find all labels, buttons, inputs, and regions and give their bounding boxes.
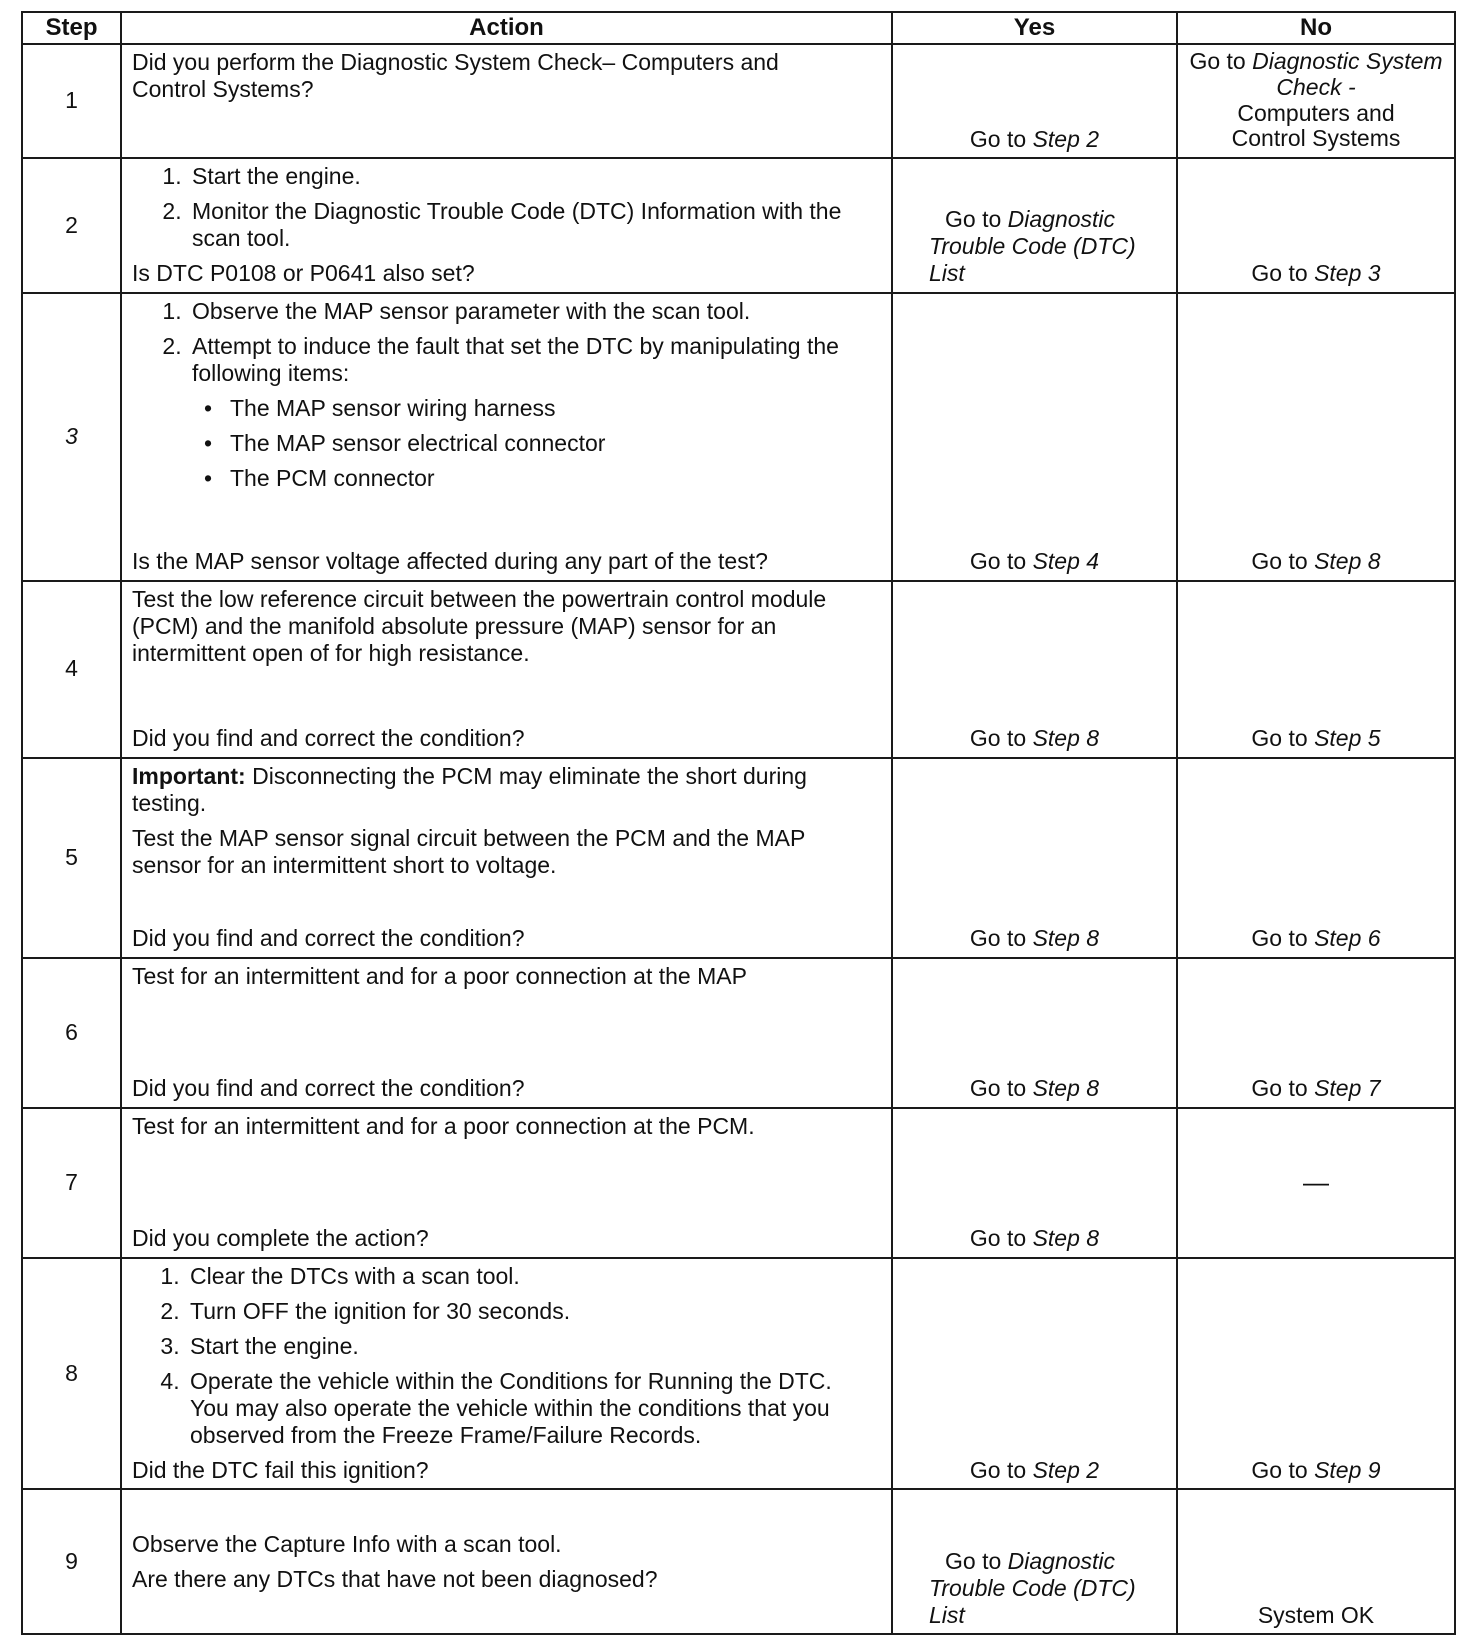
- list-item: 2. Turn OFF the ignition for 30 seconds.: [186, 1298, 881, 1325]
- no-prefix: Go to: [1251, 1075, 1315, 1102]
- yes-cell[interactable]: [892, 958, 1177, 1108]
- list-item: 1. Observe the MAP sensor parameter with the scan tool.: [188, 298, 881, 325]
- action-question: Did the DTC fail this ignition?: [132, 1457, 429, 1484]
- bullet-item: • The PCM connector: [226, 465, 881, 492]
- no-cell[interactable]: [1177, 158, 1455, 293]
- yes-cell[interactable]: [892, 44, 1177, 158]
- diagnostic-table: [21, 11, 1456, 1635]
- no-target-link[interactable]: Step 8: [1314, 548, 1381, 575]
- action-question: Did you complete the action?: [132, 1225, 429, 1252]
- action-cell: [121, 581, 892, 758]
- action-text: Test the MAP sensor signal circuit between the PCM and the MAP sensor for an intermittent short to voltage.: [132, 824, 805, 878]
- action-text: Observe the Capture Info with a scan tool.: [132, 1530, 562, 1557]
- no-dash: —: [1303, 1167, 1329, 1198]
- step-number: 8: [22, 1258, 121, 1490]
- no-target-link[interactable]: Diagnostic System Check -: [1252, 48, 1443, 100]
- step-number: 4: [22, 581, 121, 758]
- action-cell: [121, 758, 892, 958]
- yes-prefix: Go to: [969, 1225, 1033, 1252]
- yes-cell[interactable]: [892, 1258, 1177, 1490]
- yes-cell[interactable]: [892, 758, 1177, 958]
- yes-target-link[interactable]: Diagnostic Trouble Code (DTC) List: [929, 206, 1136, 287]
- step-number: 9: [22, 1489, 121, 1634]
- no-target-link[interactable]: Step 3: [1314, 260, 1381, 287]
- yes-cell[interactable]: [892, 581, 1177, 758]
- list-item: [188, 333, 881, 493]
- no-cell: [1177, 1108, 1455, 1258]
- no-cell[interactable]: [1177, 44, 1455, 158]
- action-question: Are there any DTCs that have not been diagnosed?: [132, 1565, 658, 1592]
- table-row-step-4: [22, 581, 1455, 758]
- action-cell: [121, 1489, 892, 1634]
- header-row: [22, 12, 1455, 44]
- yes-prefix: Go to: [969, 1457, 1033, 1484]
- step-number: 5: [22, 758, 121, 958]
- table-row-step-3: [22, 293, 1455, 581]
- action-question: Did you find and correct the condition?: [132, 725, 525, 752]
- no-target-link[interactable]: Step 9: [1314, 1457, 1381, 1484]
- yes-target-link[interactable]: Step 2: [1032, 125, 1100, 152]
- no-prefix: Go to: [1189, 48, 1253, 74]
- yes-prefix: Go to: [969, 1075, 1033, 1102]
- yes-target-link[interactable]: Step 8: [1032, 1075, 1100, 1102]
- table-row-step-5: [22, 758, 1455, 958]
- table-row-step-2: [22, 158, 1455, 293]
- yes-target-link[interactable]: Step 4: [1032, 548, 1100, 575]
- important-text: Disconnecting the PCM may eliminate the short during testing.: [132, 762, 807, 816]
- yes-cell[interactable]: [892, 158, 1177, 293]
- no-prefix: Go to: [1251, 260, 1315, 287]
- yes-prefix: Go to: [969, 725, 1033, 752]
- table-row-step-1: [22, 44, 1455, 158]
- action-question: Did you find and correct the condition?: [132, 925, 525, 952]
- action-cell: [121, 1258, 892, 1490]
- action-cell: [121, 1108, 892, 1258]
- no-prefix: Go to: [1251, 925, 1315, 952]
- action-text: Test the low reference circuit between the powertrain control module (PCM) and the manifold absolute pressure (MAP) sensor for an intermittent open of for high resistance.: [132, 585, 827, 666]
- bullet-item: • The MAP sensor electrical connector: [226, 430, 881, 457]
- no-plain-text: Computers and Control Systems: [1231, 99, 1401, 152]
- list-item: 4. Operate the vehicle within the Conditions for Running the DTC. You may also operate the vehicle within the conditions that you observed from the Freeze Frame/Failure Records.: [186, 1368, 840, 1449]
- no-cell[interactable]: [1177, 293, 1455, 581]
- yes-cell[interactable]: [892, 293, 1177, 581]
- action-steps-list: [132, 163, 881, 252]
- table-row-step-7: [22, 1108, 1455, 1258]
- no-cell[interactable]: [1177, 958, 1455, 1108]
- yes-target-link[interactable]: Step 8: [1032, 1225, 1100, 1252]
- important-label: Important:: [132, 762, 246, 789]
- action-cell: [121, 158, 892, 293]
- no-prefix: Go to: [1251, 1457, 1315, 1484]
- action-cell: [121, 44, 892, 158]
- action-question: Did you find and correct the condition?: [132, 1075, 525, 1102]
- action-steps-list: [132, 1263, 881, 1458]
- header-yes: Yes: [892, 12, 1177, 44]
- list-item: 3. Start the engine.: [186, 1333, 881, 1360]
- list-item: 1. Clear the DTCs with a scan tool.: [186, 1263, 881, 1290]
- action-cell: [121, 958, 892, 1108]
- table-row-step-9: [22, 1489, 1455, 1634]
- no-cell: [1177, 1489, 1455, 1634]
- yes-prefix: Go to: [969, 125, 1033, 152]
- no-prefix: Go to: [1251, 725, 1315, 752]
- step-number: 3: [22, 293, 121, 581]
- table-row-step-8: [22, 1258, 1455, 1490]
- no-prefix: Go to: [1251, 548, 1315, 575]
- yes-target-link[interactable]: Step 8: [1032, 725, 1100, 752]
- step-number: 2: [22, 158, 121, 293]
- yes-target-link[interactable]: Step 8: [1032, 925, 1100, 952]
- no-target-link[interactable]: Step 7: [1314, 1075, 1381, 1102]
- action-cell: [121, 293, 892, 581]
- diagnostic-table-sheet: [21, 11, 1454, 1635]
- yes-target-link[interactable]: Diagnostic Trouble Code (DTC) List: [929, 1547, 1136, 1628]
- step-number: 7: [22, 1108, 121, 1258]
- action-steps-list: [132, 298, 881, 501]
- important-note: [132, 763, 852, 817]
- no-text: System OK: [1257, 1601, 1375, 1628]
- no-target-link[interactable]: Step 5: [1314, 725, 1381, 752]
- yes-prefix: Go to: [969, 548, 1033, 575]
- yes-cell[interactable]: [892, 1489, 1177, 1634]
- header-action: Action: [121, 12, 892, 44]
- step-number: 1: [22, 44, 121, 158]
- list-item-text: Attempt to induce the fault that set the DTC by manipulating the following items:: [192, 332, 839, 386]
- action-text: Did you perform the Diagnostic System Check– Computers and Control Systems?: [132, 49, 779, 103]
- yes-prefix: Go to: [945, 1547, 1008, 1574]
- action-text: Test for an intermittent and for a poor connection at the PCM.: [132, 1112, 755, 1139]
- yes-prefix: Go to: [945, 206, 1008, 233]
- no-target-link[interactable]: Step 6: [1314, 925, 1381, 952]
- yes-prefix: Go to: [969, 925, 1033, 952]
- no-cell[interactable]: [1177, 581, 1455, 758]
- yes-target-link[interactable]: Step 2: [1032, 1457, 1100, 1484]
- list-item: 1. Start the engine.: [188, 163, 881, 190]
- header-step: Step: [22, 12, 121, 44]
- step-number: 6: [22, 958, 121, 1108]
- action-question: Is DTC P0108 or P0641 also set?: [132, 260, 475, 287]
- no-cell[interactable]: [1177, 758, 1455, 958]
- yes-cell[interactable]: [892, 1108, 1177, 1258]
- action-text: Test for an intermittent and for a poor connection at the MAP: [132, 962, 747, 989]
- no-cell[interactable]: [1177, 1258, 1455, 1490]
- bullet-list: [192, 395, 881, 492]
- list-item: 2. Monitor the Diagnostic Trouble Code (DTC) Information with the scan tool.: [188, 198, 881, 252]
- header-no: No: [1177, 12, 1455, 44]
- table-row-step-6: [22, 958, 1455, 1108]
- bullet-item: • The MAP sensor wiring harness: [226, 395, 881, 422]
- action-question: Is the MAP sensor voltage affected during any part of the test?: [132, 548, 768, 575]
